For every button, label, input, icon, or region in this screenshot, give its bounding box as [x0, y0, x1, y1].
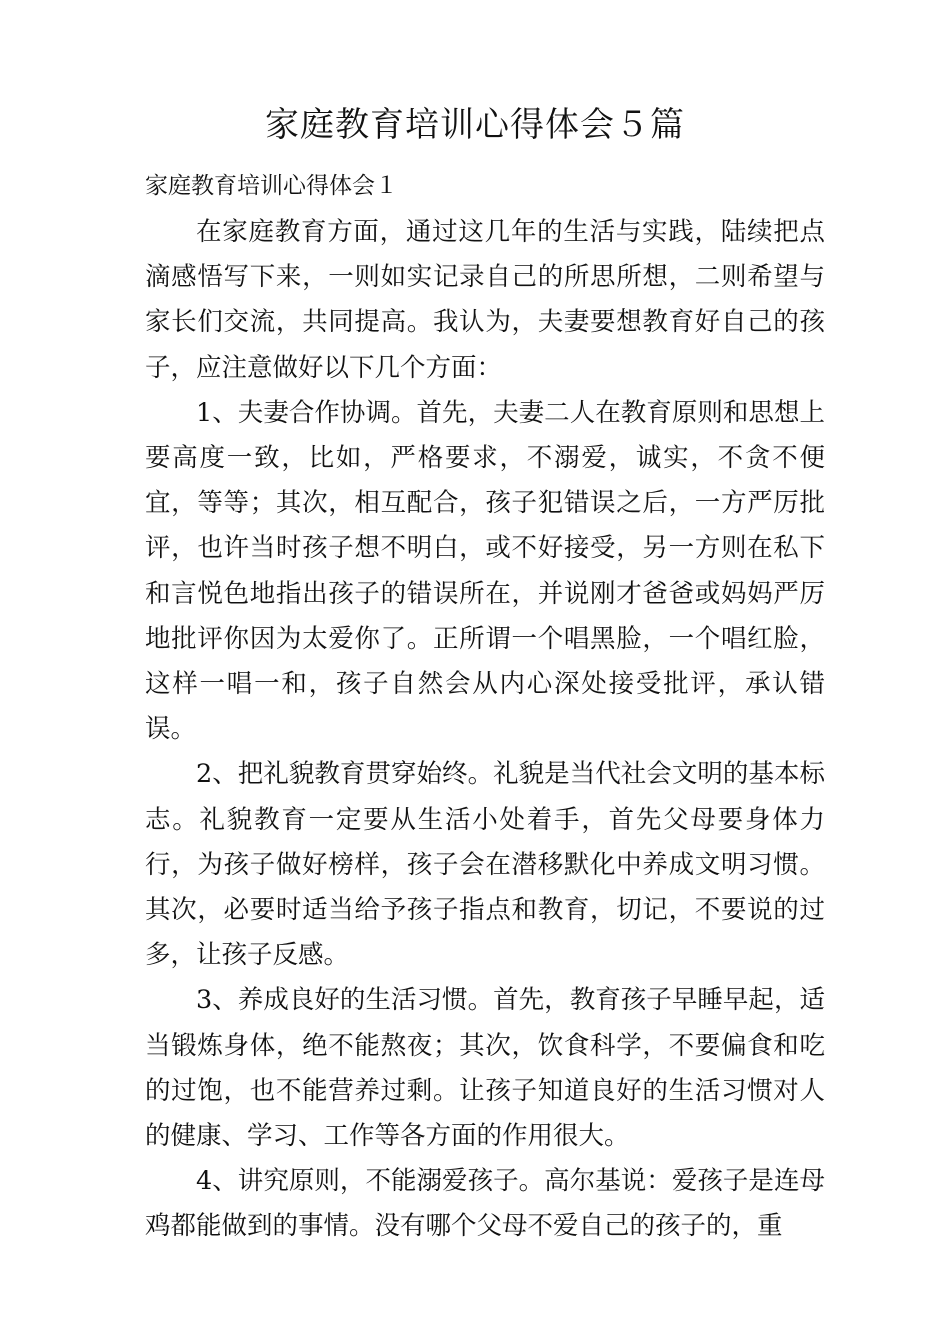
paragraph-point-3: 3、养成良好的生活习惯。首先，教育孩子早睡早起，适当锻炼身体，绝不能熬夜；其次，饮食科学，不要偏食和吃的过饱，也不能营养过剩。让孩子知道良好的生活习惯对人的健康、学习、工作等各方面的作用很大。	[145, 985, 825, 1152]
paragraph-point-1: 1、夫妻合作协调。首先，夫妻二人在教育原则和思想上要高度一致，比如，严格要求，不溺爱，诚实，不贪不便宜，等等；其次，相互配合，孩子犯错误之后，一方严厉批评，也许当时孩子想不明白，或不好接受，另一方则在私下和言悦色地指出孩子的错误所在，并说刚才爸爸或妈妈严厉地批评你因为太爱你了。正所谓一个唱黑脸，一个唱红脸，这样一唱一和，孩子自然会从内心深处接受批评，承认错误。	[145, 397, 825, 745]
paragraph-point-4: 4、讲究原则，不能溺爱孩子。高尔基说：爱孩子是连母鸡都能做到的事情。没有哪个父母不爱自己的孩子的，重	[145, 1166, 825, 1242]
document-body	[145, 210, 825, 1250]
paragraph-intro: 在家庭教育方面，通过这几年的生活与实践，陆续把点滴感悟写下来，一则如实记录自己的所思所想，二则希望与家长们交流，共同提高。我认为，夫妻要想教育好自己的孩子，应注意做好以下几个方面：	[145, 217, 825, 383]
document-title: 家庭教育培训心得体会５篇	[265, 105, 685, 145]
paragraph-point-2: 2、把礼貌教育贯穿始终。礼貌是当代社会文明的基本标志。礼貌教育一定要从生活小处着手，首先父母要身体力行，为孩子做好榜样，孩子会在潜移默化中养成文明习惯。其次，必要时适当给予孩子指点和教育，切记，不要说的过多，让孩子反感。	[145, 759, 825, 971]
section-heading: 家庭教育培训心得体会１	[145, 173, 398, 199]
